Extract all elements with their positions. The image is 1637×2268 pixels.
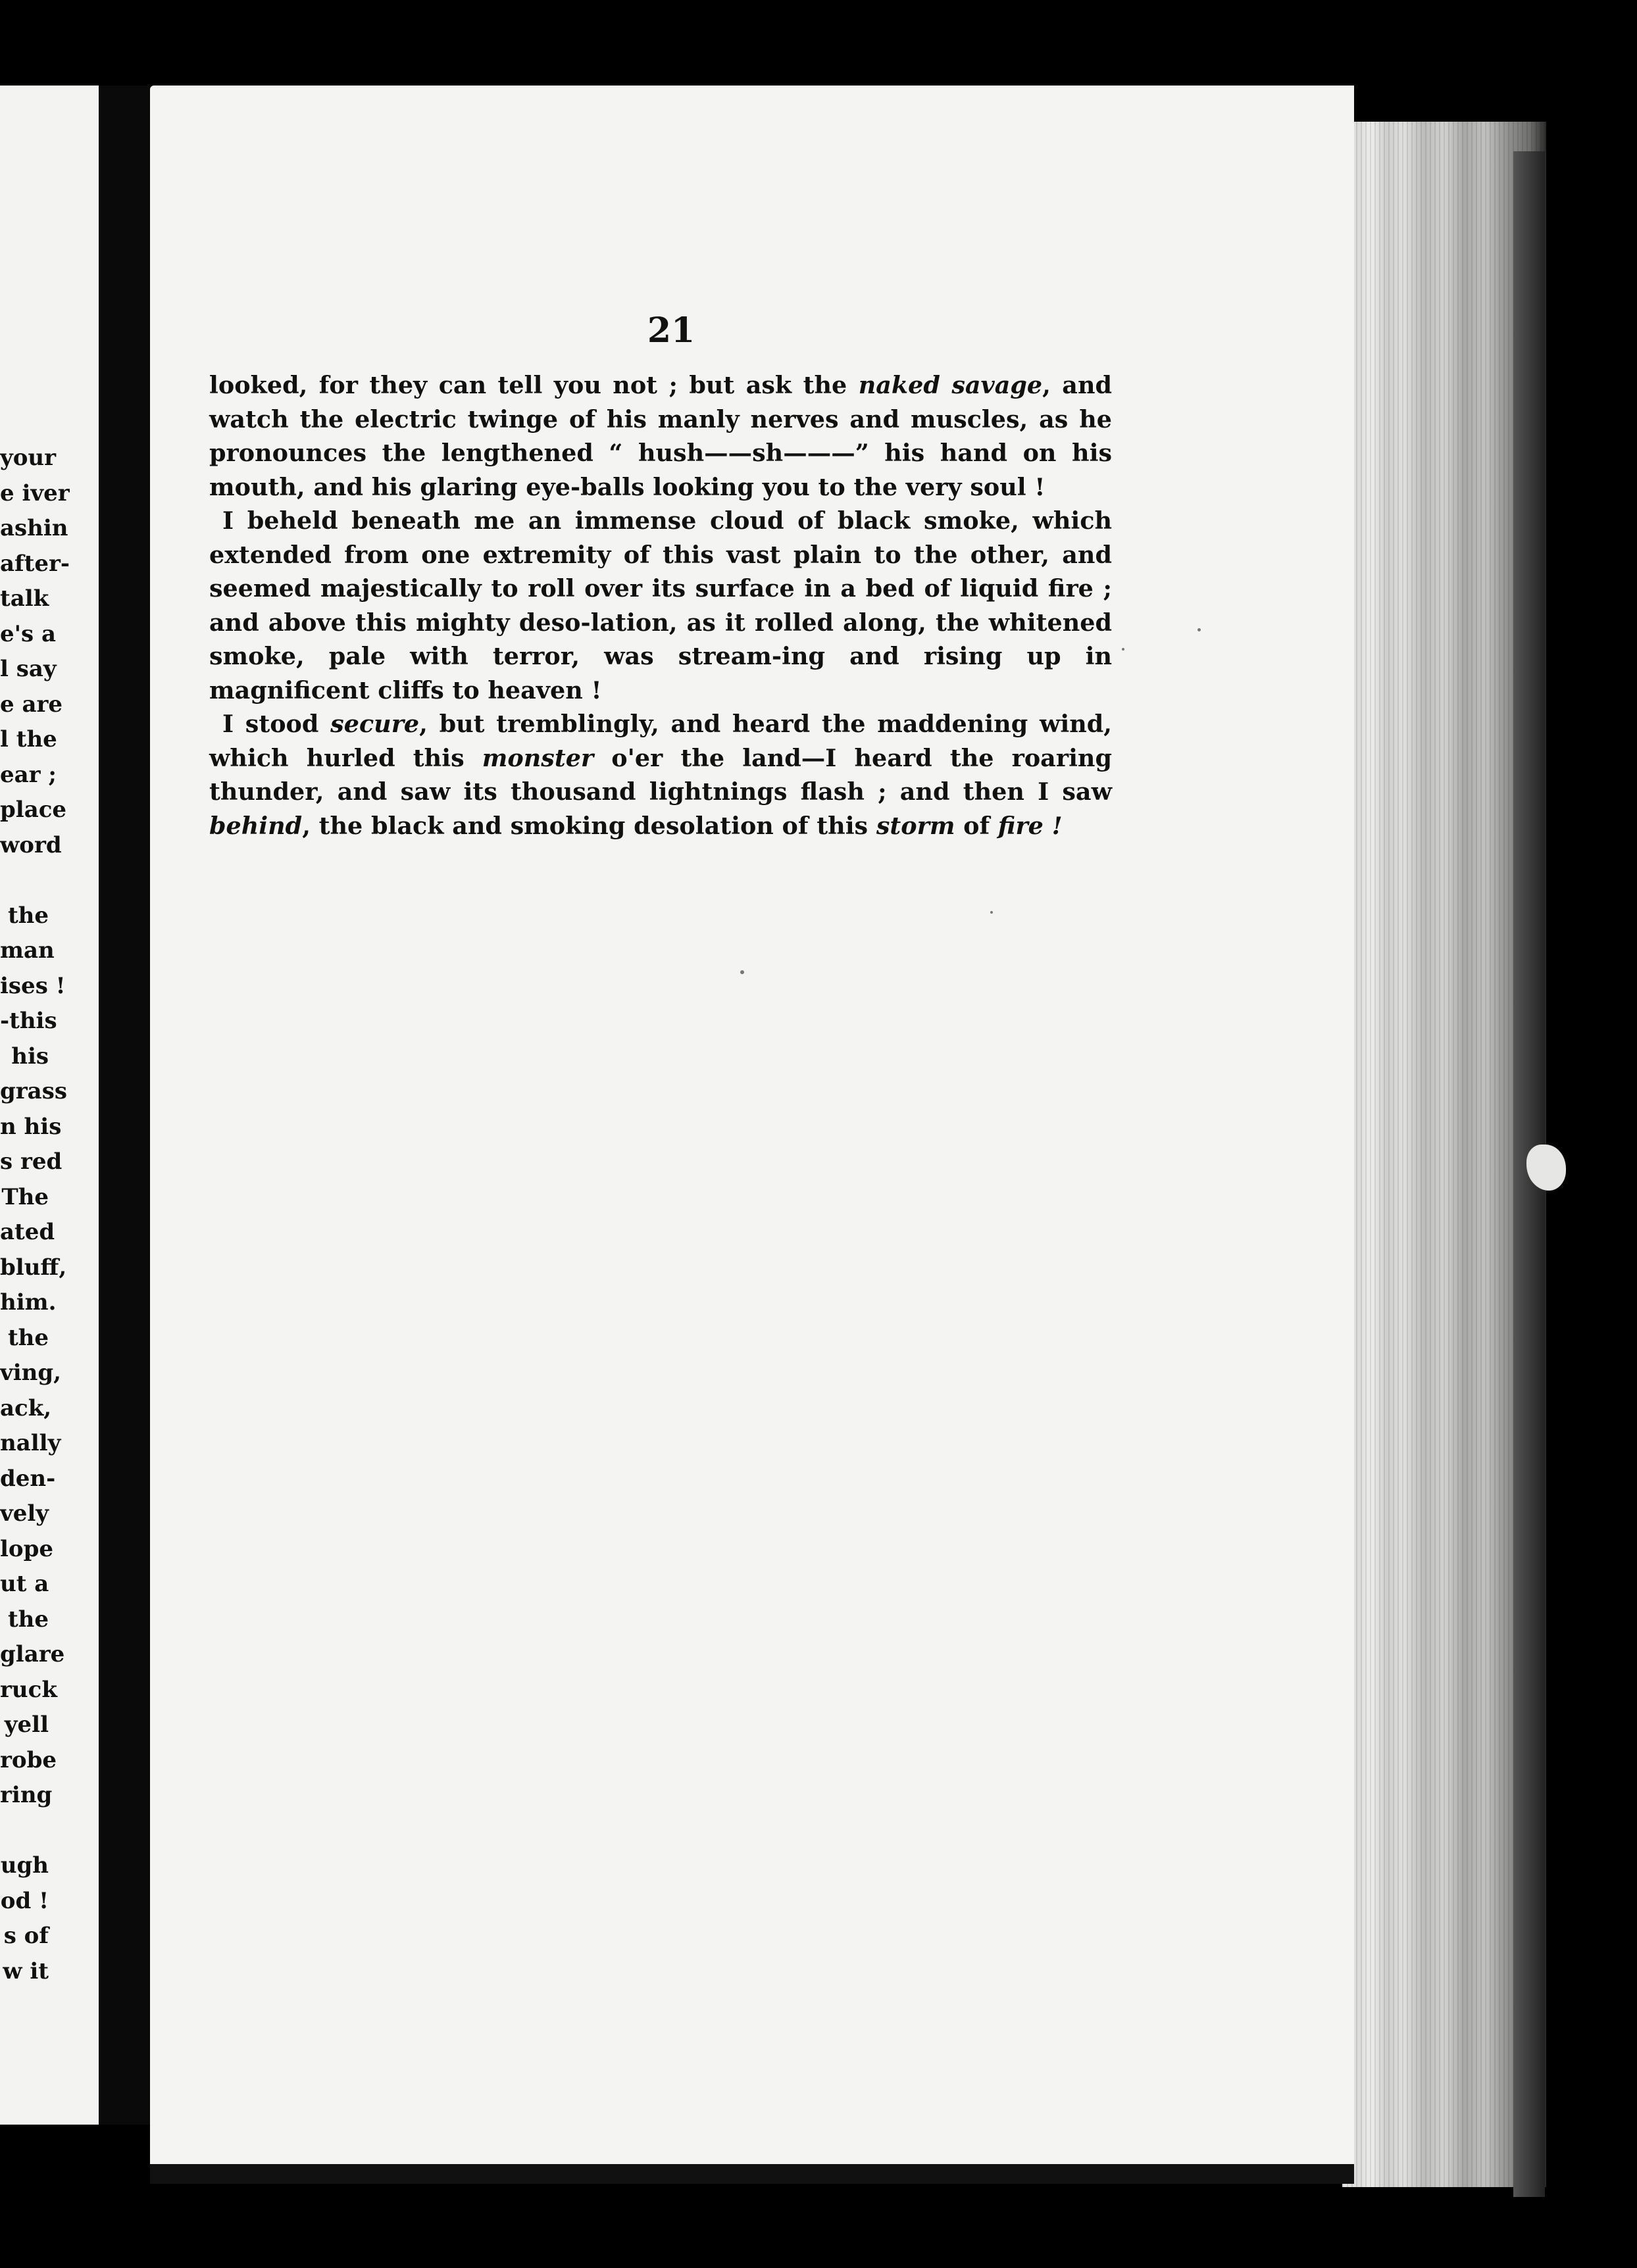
- previous-page-line-fragment: ises !: [0, 972, 66, 999]
- previous-page-line-fragment: e's a: [0, 620, 57, 647]
- previous-page-line-fragment: e are: [0, 691, 63, 718]
- previous-page-line-fragment: the: [7, 902, 49, 929]
- page-body-text: [209, 368, 1112, 843]
- paragraph-2: I beheld beneath me an immense cloud of black smoke, which extended from one extremity of this vast plain to the other, and seemed majestically to roll over its surface in a bed of liquid fire ; and above this mighty deso-lation, as it rolled along, the whitened smoke, pale with terror, was stream-ing and rising up in magnificent cliffs to heaven !: [209, 506, 1112, 704]
- previous-page-text-fragments: [0, 441, 70, 1989]
- previous-page-line-fragment: od !: [0, 1887, 49, 1914]
- page-number: 21: [647, 310, 695, 351]
- previous-page-line-fragment: glare: [0, 1641, 65, 1667]
- previous-page-line-fragment: n his: [0, 1113, 62, 1140]
- previous-page-line-fragment: s red: [0, 1148, 63, 1175]
- previous-page-fragment: [0, 86, 99, 2125]
- previous-page-line-fragment: [0, 863, 58, 899]
- previous-page-line-fragment: w it: [3, 1958, 49, 1985]
- previous-page-line-fragment: ring: [0, 1782, 53, 1808]
- previous-page-line-fragment: yell: [4, 1712, 49, 1738]
- previous-page-line-fragment: -this: [0, 1008, 57, 1034]
- previous-page-line-fragment: word: [0, 831, 62, 858]
- paper-speck: [990, 911, 993, 914]
- previous-page-line-fragment: ated: [0, 1219, 55, 1245]
- paragraph-3-text-a: I stood: [222, 710, 331, 738]
- paragraph-3-italic-secure: secure: [330, 710, 420, 738]
- previous-page-line-fragment: him.: [0, 1289, 57, 1316]
- previous-page-line-fragment: ear ;: [0, 761, 57, 788]
- previous-page-line-fragment: e iver: [0, 480, 70, 506]
- paragraph-3-text-e: o'er the land—I heard the roaring thunder, and saw its thousand lightnings flash ; and then I saw: [209, 743, 1112, 806]
- previous-page-line-fragment: den-: [0, 1465, 56, 1492]
- paragraph-3-italic-fire: fire !: [997, 811, 1063, 840]
- previous-page-line-fragment: The: [1, 1183, 49, 1210]
- previous-page-line-fragment: ut a: [0, 1571, 49, 1597]
- paragraph-3-italic-behind: behind: [209, 811, 303, 840]
- paragraph-1-text-a: looked, for they can tell you not ; but ask the: [209, 371, 859, 399]
- book-gutter: [99, 86, 151, 2125]
- paragraph-3-text-g: , the black and smoking desolation of this: [302, 811, 876, 840]
- previous-page-line-fragment: l say: [0, 656, 57, 682]
- previous-page-line-fragment: nally: [0, 1430, 61, 1456]
- previous-page-line-fragment: bluff,: [0, 1254, 67, 1281]
- previous-page-line-fragment: lope: [0, 1535, 53, 1562]
- paragraph-1: [209, 368, 1112, 504]
- previous-page-line-fragment: ruck: [0, 1676, 57, 1703]
- previous-page-line-fragment: ving,: [0, 1360, 62, 1386]
- previous-page-line-fragment: talk: [0, 585, 49, 612]
- previous-page-line-fragment: robe: [0, 1746, 57, 1773]
- paper-speck: [740, 970, 744, 974]
- previous-page-line-fragment: [0, 1813, 58, 1849]
- paragraph-3-italic-monster: monster: [482, 743, 594, 772]
- previous-page-line-fragment: ashin: [0, 515, 68, 541]
- previous-page-line-fragment: ugh: [0, 1852, 49, 1879]
- previous-page-line-fragment: place: [0, 797, 67, 823]
- paper-speck: [1197, 628, 1201, 631]
- previous-page-line-fragment: vely: [0, 1500, 49, 1527]
- paper-speck: [1122, 648, 1124, 651]
- previous-page-line-fragment: ack,: [0, 1394, 52, 1421]
- paragraph-3-text-i: of: [955, 811, 998, 840]
- previous-page-line-fragment: your: [0, 445, 57, 471]
- page-bottom-shadow: [150, 2164, 1354, 2184]
- paragraph-3-text-c: , but tremblingly, and heard the maddening wind, which hurled this: [209, 710, 1113, 772]
- paragraph-1-italic-naked-savage: naked savage: [858, 371, 1043, 399]
- previous-page-line-fragment: l the: [0, 726, 57, 752]
- previous-page-line-fragment: s of: [3, 1923, 49, 1949]
- previous-page-line-fragment: the: [7, 1606, 49, 1633]
- previous-page-line-fragment: grass: [0, 1078, 67, 1104]
- previous-page-line-fragment: the: [7, 1324, 49, 1351]
- paragraph-1-text-c: , and watch the electric twinge of his manly nerves and muscles, as he pronounces the lengthened “ hush——sh———” his hand on his mouth, and his glaring eye-balls looking you to the very soul !: [209, 371, 1113, 501]
- previous-page-line-fragment: man: [0, 937, 55, 964]
- paragraph-3: [209, 707, 1112, 843]
- previous-page-line-fragment: after-: [0, 550, 70, 577]
- previous-page-line-fragment: his: [11, 1043, 49, 1070]
- paragraph-3-italic-storm: storm: [876, 811, 955, 840]
